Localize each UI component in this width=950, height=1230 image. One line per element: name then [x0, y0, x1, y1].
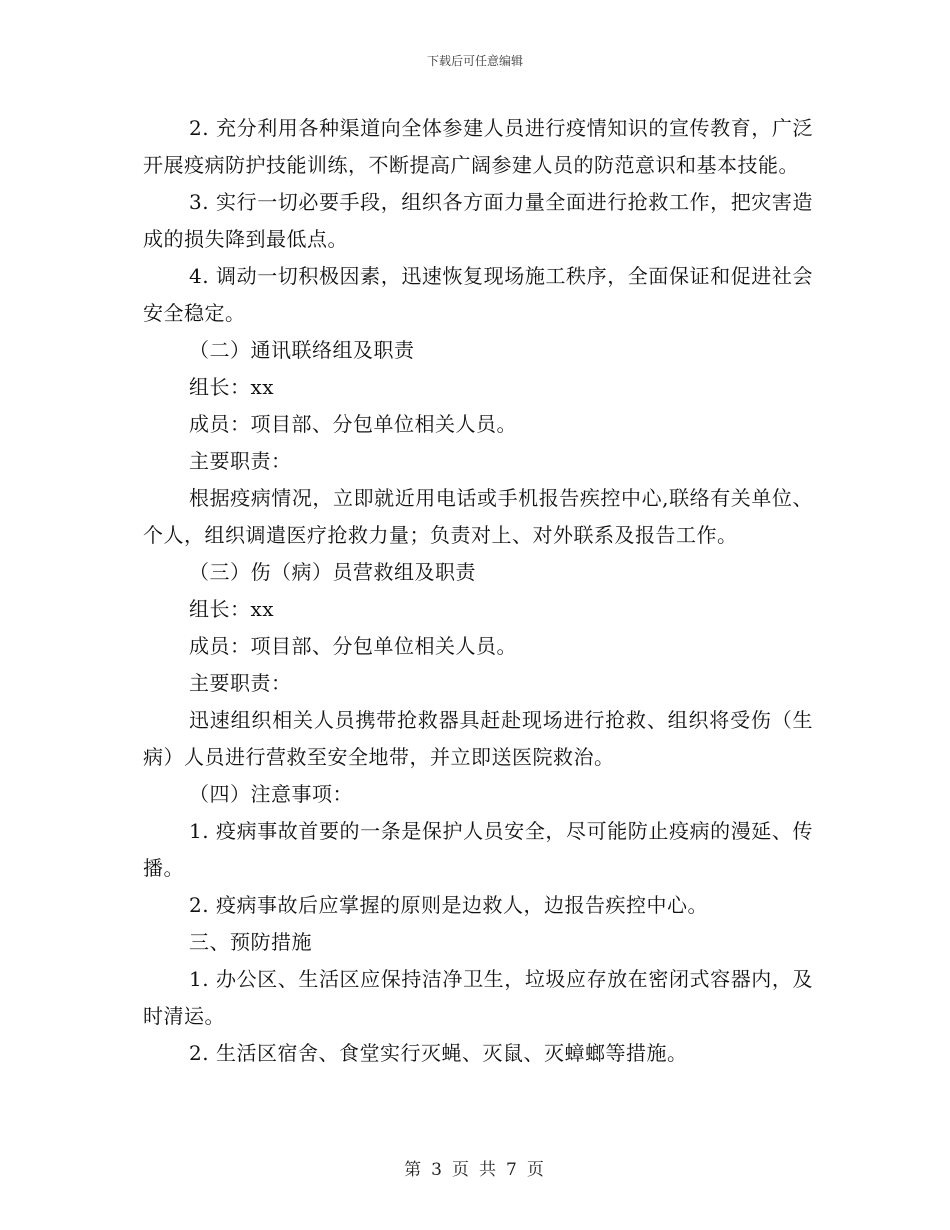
total-pages-number: 7 — [506, 1160, 519, 1180]
section-heading: 三、预防措施 — [189, 930, 312, 954]
paragraph: 1. 办公区、生活区应保持洁净卫生，垃圾应存放在密闭式容器内，及时清运。 — [143, 967, 813, 1028]
section-heading: （三）伤（病）员营救组及职责 — [189, 560, 476, 584]
paragraph: 组长：xx — [189, 375, 275, 399]
paragraph: 1. 疫病事故首要的一条是保护人员安全，尽可能防止疫病的漫延、传播。 — [143, 819, 813, 880]
paragraph: 根据疫病情况，立即就近用电话或手机报告疾控中心,联络有关单位、个人，组织调遣医疗抢救力量；负责对上、对外联系及报告工作。 — [143, 486, 813, 547]
paragraph: 组长：xx — [189, 597, 275, 621]
paragraph: 主要职责： — [189, 449, 292, 473]
footer-page-label: 页 — [452, 1160, 471, 1180]
footer-total-label: 共 — [479, 1160, 498, 1180]
paragraph: 3. 实行一切必要手段，组织各方面力量全面进行抢救工作，把灾害造成的损失降到最低点。 — [143, 190, 813, 251]
document-body — [143, 110, 813, 1072]
paragraph: 成员：项目部、分包单位相关人员。 — [189, 412, 517, 436]
paragraph: 2. 生活区宿舍、食堂实行灭蝇、灭鼠、灭蟑螂等措施。 — [189, 1041, 688, 1065]
page-footer — [0, 1155, 950, 1180]
section-heading: （四）注意事项： — [189, 782, 353, 806]
current-page-number: 3 — [431, 1160, 444, 1180]
footer-prefix: 第 — [404, 1160, 424, 1180]
paragraph: 4. 调动一切积极因素，迅速恢复现场施工秩序，全面保证和促进社会安全稳定。 — [143, 264, 813, 325]
paragraph: 2. 疫病事故后应掌握的原则是边救人，边报告疾控中心。 — [189, 893, 708, 917]
page-header: 下载后可任意编辑 — [426, 54, 523, 68]
footer-page-label-2: 页 — [526, 1160, 546, 1180]
paragraph: 主要职责： — [189, 671, 292, 695]
section-heading: （二）通讯联络组及职责 — [189, 338, 415, 362]
paragraph: 迅速组织相关人员携带抢救器具赶赴现场进行抢救、组织将受伤（生病）人员进行营救至安全地带，并立即送医院救治。 — [143, 708, 813, 769]
paragraph: 成员：项目部、分包单位相关人员。 — [189, 634, 517, 658]
paragraph: 2. 充分利用各种渠道向全体参建人员进行疫情知识的宣传教育，广泛开展疫病防护技能训练，不断提高广阔参建人员的防范意识和基本技能。 — [143, 116, 813, 177]
